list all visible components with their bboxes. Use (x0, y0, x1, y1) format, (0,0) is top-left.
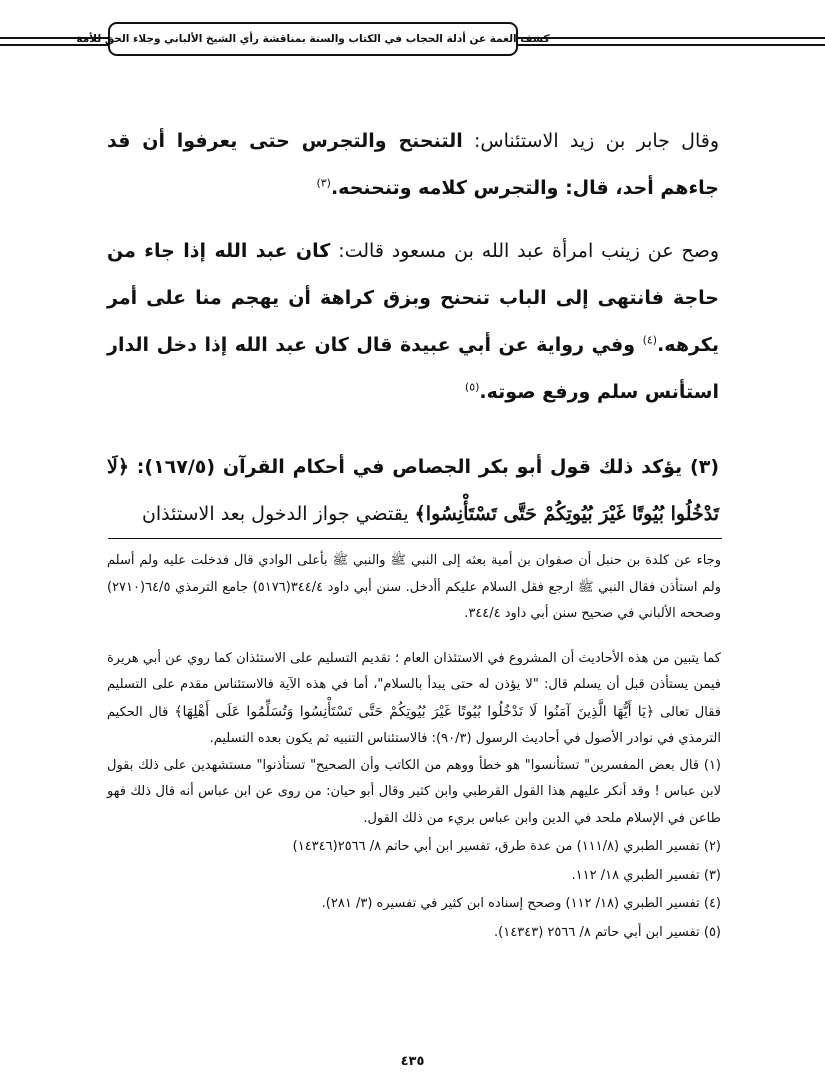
paragraph-zaynab-mid: وفي رواية عن أبي عبيدة قال (348, 334, 643, 356)
running-header (0, 18, 825, 60)
running-title: كشف الغمة عن أدلة الحجاب في الكتاب والسنة بمناقشة رأي الشيخ الألباني وجلاء الحق للأمة (76, 33, 550, 45)
footnote-separator (108, 538, 722, 539)
footnote-3: (٣) تفسير الطبري ١٨/ ١١٢. (571, 867, 721, 883)
footnote-kalada: وجاء عن كلدة بن حنبل أن صفوان بن أمية بعثه إلى النبي ﷺ والنبي ﷺ بأعلى الوادي قال فدخلت عليه ولم أسلم ولم استأذن فقال النبي ﷺ ارجع فقل السلام عليكم أأدخل. سنن أبي داود ٣٤٤/٤(٥١٧٦) جامع الترمذي ٦٤/٥(٢٧١٠) وصححه الألباني في صحيح سنن أبي داود ٣٤٤/٤. (107, 553, 722, 621)
footnotes (107, 548, 721, 946)
footnote-ref-5: (٥) (464, 380, 480, 394)
footnote-ref-4: (٤) (642, 333, 658, 347)
paragraph-jabir-bold: التنحنح والتجرس حتى يعرفوا أن قد جاءهم أحد، قال: والتجرس كلامه وتنحنحه. (107, 130, 719, 199)
paragraph-note-3-after: يقتضي جواز الدخول بعد الاستئذان (141, 503, 415, 525)
paragraph-zaynab-bold2: كان عبد الله إذا دخل الدار استأنس سلم ورفع صوته. (107, 334, 719, 403)
footnote-istinas (107, 646, 721, 753)
paragraph-zaynab-bold: كان عبد الله إذا جاء من حاجة فانتهى إلى الباب تنحنح وبزق كراهة أن يهجم منا على أمر يكرهه. (107, 240, 719, 356)
footnote-istinas-b: قال الحكيم الترمذي في نوادر الأصول في أحاديث الرسول (٩٠/٣): فالاستئناس التنبيه ثم يكون بعده التسليم. (107, 704, 721, 746)
footnote-5: (٥) تفسير ابن أبي حاتم ٨/ ٢٥٦٦ (١٤٣٤٣). (494, 924, 721, 940)
main-text (107, 118, 719, 538)
header-title-box (76, 22, 550, 56)
footnote-istinas-a: كما يتبين من هذه الأحاديث أن المشروع في الاستئذان العام ؛ تقديم التسليم على الاستئذان كما روي عن أبي هريرة فيمن يستأذن قبل أن يسلم قال: "لا يؤذن له حتى يبدأ بالسلام"، أما في هذه الآية فالاستئناس مقدم على التسليم فقال تعالى (107, 650, 722, 720)
paragraph-note-3 (107, 444, 719, 538)
header-rule-right (517, 37, 825, 46)
paragraph-jabir-intro: وقال جابر بن زيد الاستئناس: (462, 130, 719, 152)
paragraph-zaynab (107, 228, 719, 416)
paragraph-zaynab-intro: وصح عن زينب امرأة عبد الله بن مسعود قالت: (330, 240, 719, 262)
quran-verse-main: ﴿لَا تَدْخُلُوا بُيُوتًا غَيْرَ بُيُوتِكُمْ حَتَّى تَسْتَأْنِسُوا﴾ (107, 456, 719, 525)
footnote-4: (٤) تفسير الطبري (١٨/ ١١٢) وصحح إسناده ابن كثير في تفسيره (٣/ ٢٨١). (321, 896, 721, 911)
footnote-1: (١) قال بعض المفسرين" تستأنسوا" هو خطأ ووهم من الكاتب وأن الصحيح" تستأذنوا" مستشهدين على ذلك بقول لابن عباس ! وقد أنكر عليهم هذا القول القرطبي وابن كثير وقال أبو حيان: من روى عن ابن عباس أنه قال ذلك فهو طاعن في الإسلام ملحد في الدين وابن عباس بريء من ذلك القول. (107, 757, 721, 826)
footnote-ref-3: (٣) (316, 176, 331, 190)
paragraph-jabir (107, 118, 719, 212)
footnote-2: (٢) تفسير الطبري (١١١/٨) من عدة طرق، تفسير ابن أبي حاتم ٨/ ٢٥٦٦(١٤٣٤٦) (292, 839, 721, 854)
quran-verse-footnote: ﴿يَا أَيُّهَا الَّذِينَ آمَنُوا لَا تَدْخُلُوا بُيُوتًا غَيْرَ بُيُوتِكُمْ حَتَّى تَسْتَأْنِسُوا وَتُسَلِّمُوا عَلَى أَهْلِهَا﴾ (174, 703, 655, 720)
page-number: ٤٣٥ (400, 1054, 425, 1069)
footnote-list (107, 753, 721, 947)
paragraph-note-3-intro: (٣) يؤكد ذلك قول أبو بكر الجصاص في أحكام القرآن (١٦٧/٥): (128, 456, 719, 478)
